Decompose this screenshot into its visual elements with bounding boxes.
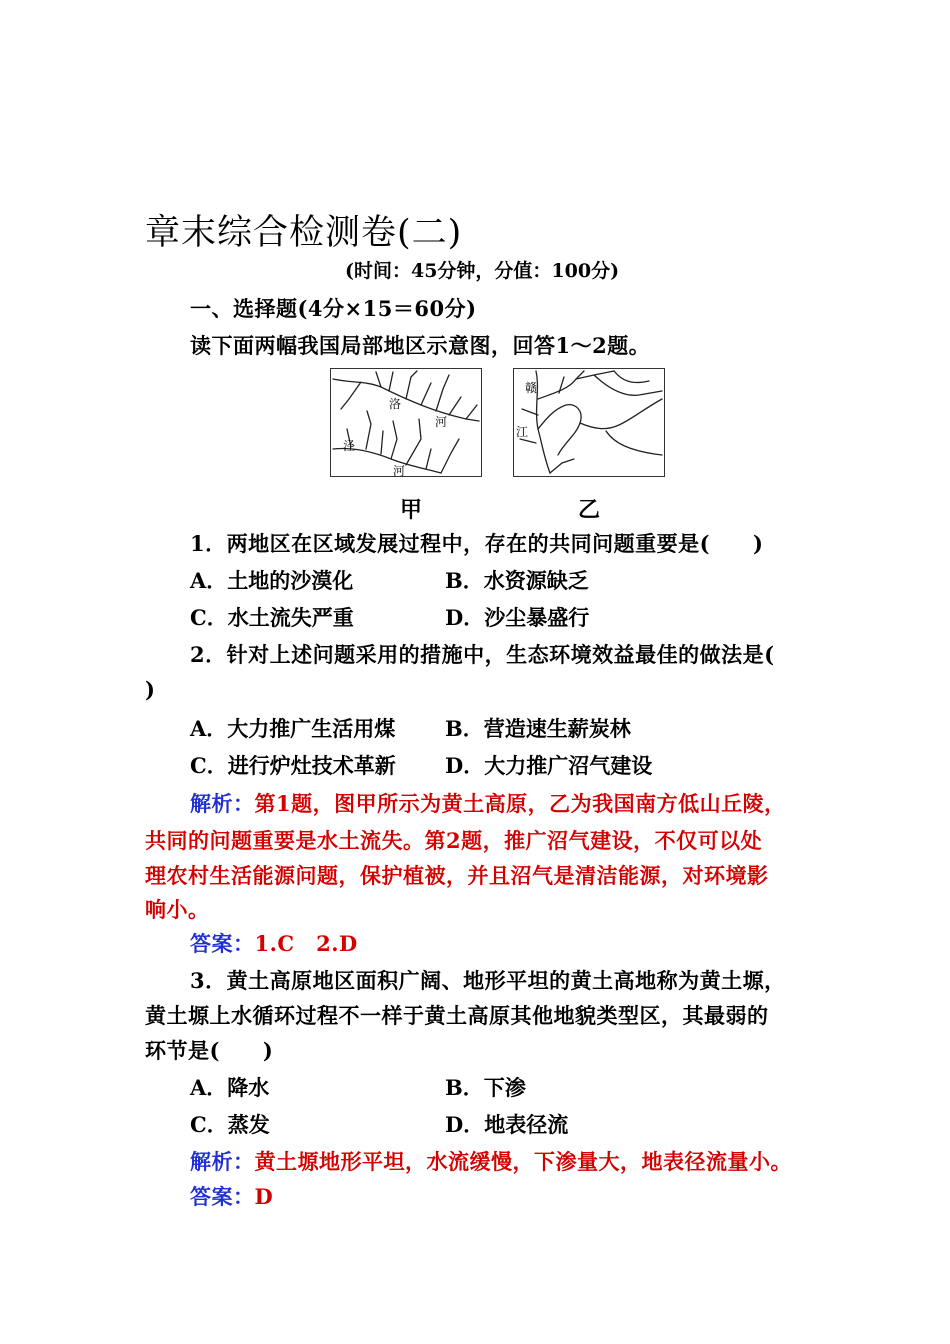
map-label-gan: 赣 [525, 381, 538, 395]
analysis-1-line4: 响小。 [145, 897, 210, 922]
map-jia [330, 368, 482, 477]
q3-stem-line2: 黄土塬上水循环过程不一样于黄土高原其他地貌类型区，其最弱的 [145, 1003, 769, 1028]
exam-meta: (时间：45分钟，分值：100分) [345, 260, 620, 282]
q1-option-a: A．土地的沙漠化 [190, 568, 354, 593]
q2-option-a: A．大力推广生活用煤 [190, 716, 396, 741]
map-yi [513, 368, 665, 477]
map-jia-rivers [331, 369, 481, 476]
page-title: 章末综合检测卷(二) [145, 213, 463, 253]
q3-option-d: D．地表径流 [445, 1112, 569, 1137]
map-label-he1: 河 [435, 415, 448, 429]
analysis-1-line1 [190, 788, 786, 818]
answer-value: D [254, 1184, 274, 1209]
q2-option-d: D．大力推广沼气建设 [445, 753, 653, 778]
analysis-3 [190, 1146, 792, 1176]
analysis-1-line2: 共同的问题重要是水土流失。第2题，推广沼气建设，不仅可以处 [145, 828, 763, 853]
analysis-1-line3: 理农村生活能源问题，保护植被，并且沼气是清洁能源，对环境影 [145, 863, 769, 888]
q1-option-b: B．水资源缺乏 [445, 568, 589, 593]
analysis-text: 第1题，图甲所示为黄土高原，乙为我国南方低山丘陵， [254, 791, 786, 816]
map-caption-yi: 乙 [578, 497, 601, 523]
answer-label: 答案： [190, 931, 255, 956]
q1-option-d: D．沙尘暴盛行 [445, 605, 590, 630]
map-caption-jia: 甲 [400, 497, 423, 523]
map-label-luo: 洛 [389, 397, 402, 411]
q3-stem-line1: 3．黄土高原地区面积广阔、地形平坦的黄土高地称为黄土塬， [190, 968, 786, 993]
answer-3 [190, 1181, 273, 1211]
q3-stem-line3: 环节是( ) [145, 1038, 274, 1063]
section-heading: 一、选择题(4分×15＝60分) [190, 296, 477, 321]
answer-1-2 [190, 928, 358, 958]
q2-stem-cont: ) [145, 677, 156, 702]
map-label-he2: 河 [393, 464, 406, 478]
q3-option-c: C．蒸发 [190, 1112, 270, 1137]
q1-option-c: C．水土流失严重 [190, 605, 354, 630]
map-label-jing: 泾 [343, 439, 356, 453]
answer-value: 1.C 2.D [254, 931, 358, 956]
q2-option-c: C．进行炉灶技术革新 [190, 753, 396, 778]
analysis-label: 解析： [190, 791, 255, 816]
q2-option-b: B．营造速生薪炭林 [445, 716, 631, 741]
q3-option-b: B．下渗 [445, 1075, 526, 1100]
q2-stem: 2．针对上述问题采用的措施中，生态环境效益最佳的做法是( [190, 642, 775, 667]
section-intro: 读下面两幅我国局部地区示意图，回答1～2题。 [190, 333, 651, 358]
answer-label: 答案： [190, 1184, 255, 1209]
q3-option-a: A．降水 [190, 1075, 270, 1100]
q1-stem: 1．两地区在区域发展过程中，存在的共同问题重要是( ) [190, 531, 764, 556]
map-label-jiang: 江 [516, 425, 529, 439]
analysis-text: 黄土塬地形平坦，水流缓慢，下渗量大，地表径流量小。 [254, 1149, 792, 1174]
analysis-label: 解析： [190, 1149, 255, 1174]
